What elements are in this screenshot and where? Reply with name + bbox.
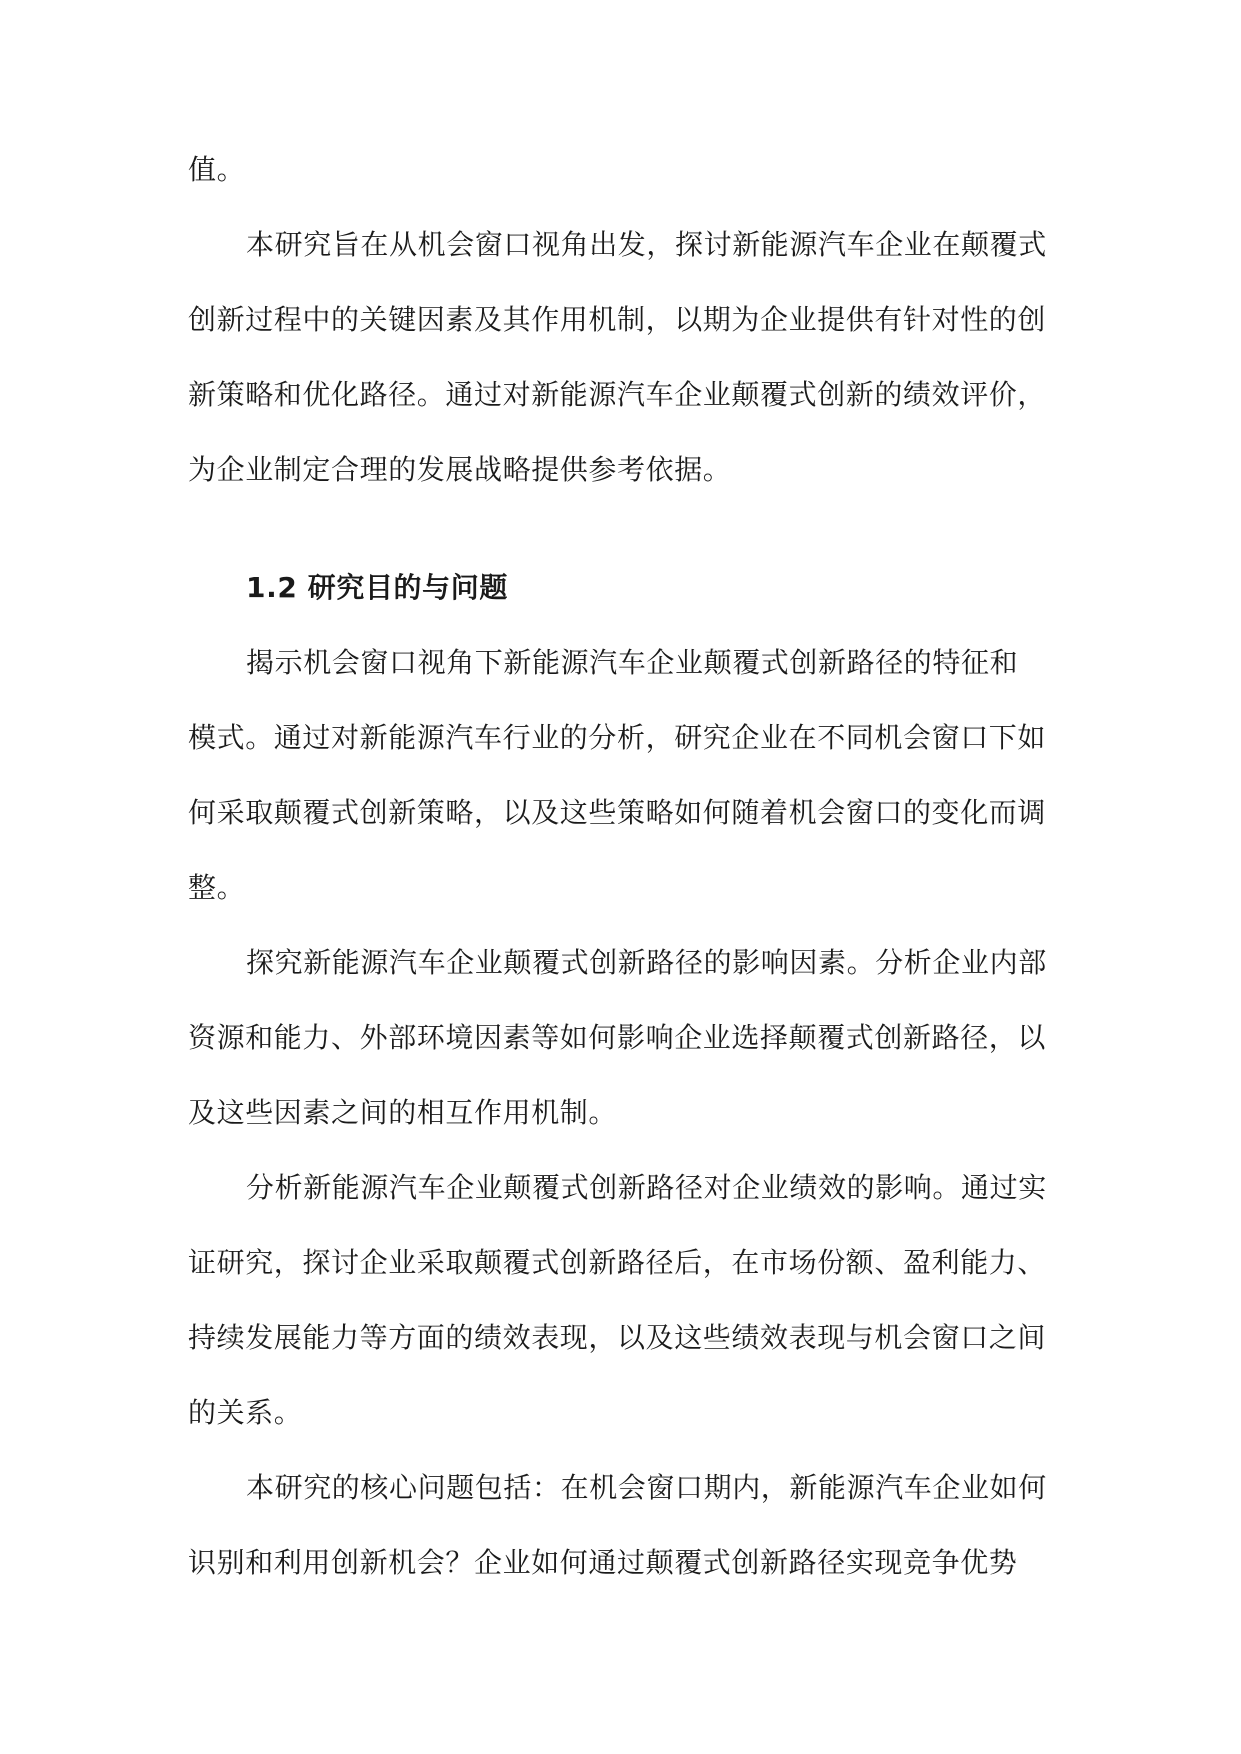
paragraph-objective-3 — [188, 1158, 1056, 1458]
paragraph-core-questions — [188, 1458, 1056, 1608]
text-line: 新策略和优化路径。通过对新能源汽车企业颠覆式创新的绩效评价， — [188, 378, 1047, 411]
text-line: 探究新能源汽车企业颠覆式创新路径的影响因素。分析企业内部 — [246, 946, 1047, 979]
text-line: 值。 — [188, 153, 246, 186]
text-line: 证研究，探讨企业采取颠覆式创新路径后，在市场份额、盈利能力、 — [188, 1246, 1047, 1279]
text-line: 本研究旨在从机会窗口视角出发，探讨新能源汽车企业在颠覆式 — [246, 228, 1047, 261]
text-line: 为企业制定合理的发展战略提供参考依据。 — [188, 453, 732, 486]
text-line: 揭示机会窗口视角下新能源汽车企业颠覆式创新路径的特征和 — [246, 646, 1019, 679]
text-line: 持续发展能力等方面的绩效表现，以及这些绩效表现与机会窗口之间 — [188, 1321, 1047, 1354]
text-line: 何采取颠覆式创新策略，以及这些策略如何随着机会窗口的变化而调 — [188, 796, 1047, 829]
document-body — [188, 140, 1056, 1608]
paragraph-objective-2 — [188, 933, 1056, 1158]
text-line: 整。 — [188, 871, 246, 904]
text-line: 模式。通过对新能源汽车行业的分析，研究企业在不同机会窗口下如 — [188, 721, 1047, 754]
section-spacer — [188, 515, 1056, 558]
text-line: 资源和能力、外部环境因素等如何影响企业选择颠覆式创新路径，以 — [188, 1021, 1047, 1054]
paragraph-purpose — [188, 215, 1056, 515]
text-line: 的关系。 — [188, 1396, 303, 1429]
text-line: 创新过程中的关键因素及其作用机制，以期为企业提供有针对性的创 — [188, 303, 1047, 336]
paragraph-objective-1 — [188, 633, 1056, 933]
text-line: 识别和利用创新机会？企业如何通过颠覆式创新路径实现竞争优势 — [188, 1546, 1018, 1579]
section-heading: 1.2 研究目的与问题 — [246, 571, 508, 604]
text-line: 分析新能源汽车企业颠覆式创新路径对企业绩效的影响。通过实 — [246, 1171, 1047, 1204]
text-line: 本研究的核心问题包括：在机会窗口期内，新能源汽车企业如何 — [246, 1471, 1047, 1504]
text-line: 及这些因素之间的相互作用机制。 — [188, 1096, 618, 1129]
paragraph-intro-tail — [188, 140, 1056, 215]
